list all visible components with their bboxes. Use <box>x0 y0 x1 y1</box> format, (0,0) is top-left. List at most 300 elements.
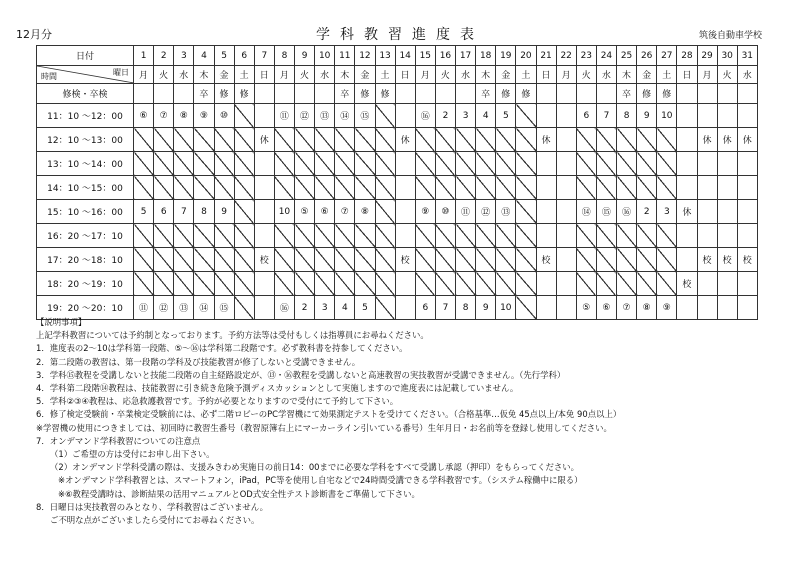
lesson-cell: 10 <box>657 104 677 128</box>
time-slot-label: 16：20 ～17：10 <box>37 224 134 248</box>
lesson-cell: 3 <box>657 200 677 224</box>
unavailable-slot <box>154 272 174 296</box>
weekday-cell: 金 <box>214 66 234 84</box>
unavailable-slot <box>335 176 355 200</box>
holiday-cell <box>254 224 274 248</box>
unavailable-slot <box>576 152 596 176</box>
school-name: 筑後自動車学校 <box>698 31 762 41</box>
date-cell: 9 <box>295 46 315 66</box>
unavailable-slot <box>174 176 194 200</box>
review-cell <box>415 84 435 104</box>
note-line: 6．修了検定受験前・卒業検定受験前には、必ず二階ロビーのPC学習機にて効果測定テストを受けてください。（合格基準…仮免 45点以上/本免 90点以上） <box>36 409 622 420</box>
holiday-cell: 休 <box>677 200 697 224</box>
holiday-cell: 休 <box>536 128 556 152</box>
holiday-cell <box>697 104 717 128</box>
lesson-cell: 5 <box>134 200 154 224</box>
lesson-cell: ⑨ <box>194 104 214 128</box>
unavailable-slot <box>617 224 637 248</box>
holiday-cell <box>254 272 274 296</box>
holiday-cell <box>717 200 737 224</box>
weekday-cell: 土 <box>516 66 536 84</box>
holiday-cell <box>717 224 737 248</box>
date-cell: 4 <box>194 46 214 66</box>
unavailable-slot <box>637 248 657 272</box>
weekday-cell: 火 <box>154 66 174 84</box>
time-slot-label: 17：20 ～18：10 <box>37 248 134 272</box>
unavailable-slot <box>435 128 455 152</box>
unavailable-slot <box>355 224 375 248</box>
unavailable-slot <box>456 248 476 272</box>
unavailable-slot <box>154 176 174 200</box>
lesson-cell: ⑪ <box>134 296 154 320</box>
review-cell <box>274 84 294 104</box>
review-cell <box>697 84 717 104</box>
weekday-label: 曜日 <box>113 68 129 77</box>
unavailable-slot <box>496 128 516 152</box>
lesson-cell: ⑦ <box>154 104 174 128</box>
unavailable-slot <box>657 272 677 296</box>
unavailable-slot <box>174 128 194 152</box>
unavailable-slot <box>234 104 254 128</box>
unavailable-slot <box>234 128 254 152</box>
holiday-cell: 校 <box>697 248 717 272</box>
notes-section <box>36 316 776 527</box>
holiday-cell <box>677 152 697 176</box>
lesson-cell: 6 <box>415 296 435 320</box>
review-cell: 修 <box>234 84 254 104</box>
unavailable-slot <box>415 224 435 248</box>
date-cell: 10 <box>315 46 335 66</box>
note-line: ご不明な点がございましたら受付にてお尋ねください。 <box>50 515 260 526</box>
holiday-cell <box>737 152 757 176</box>
weekday-cell: 日 <box>677 66 697 84</box>
review-cell: 卒 <box>617 84 637 104</box>
lesson-cell: ⑨ <box>415 200 435 224</box>
unavailable-slot <box>315 176 335 200</box>
weekday-cell: 土 <box>657 66 677 84</box>
unavailable-slot <box>315 128 335 152</box>
holiday-cell <box>536 200 556 224</box>
unavailable-slot <box>596 128 616 152</box>
weekday-cell: 火 <box>435 66 455 84</box>
weekday-cell: 火 <box>295 66 315 84</box>
unavailable-slot <box>234 248 254 272</box>
unavailable-slot <box>295 224 315 248</box>
lesson-cell: ⑭ <box>576 200 596 224</box>
review-cell <box>576 84 596 104</box>
unavailable-slot <box>315 152 335 176</box>
date-cell: 31 <box>737 46 757 66</box>
lesson-cell: ⑧ <box>174 104 194 128</box>
review-cell: 修 <box>637 84 657 104</box>
page-title: 学科教習進度表 <box>316 27 484 43</box>
unavailable-slot <box>274 176 294 200</box>
review-cell <box>717 84 737 104</box>
unavailable-slot <box>415 152 435 176</box>
weekday-cell: 金 <box>355 66 375 84</box>
notes-heading: 【説明事項】 <box>36 317 87 327</box>
unavailable-slot <box>194 128 214 152</box>
unavailable-slot <box>194 152 214 176</box>
review-cell <box>536 84 556 104</box>
lesson-cell: ⑤ <box>576 296 596 320</box>
lesson-cell: ⑥ <box>596 296 616 320</box>
unavailable-slot <box>456 272 476 296</box>
note-line: （1）ご希望の方は受付にお申し出下さい。 <box>50 449 215 460</box>
time-slot-label: 11：10 ～12：00 <box>37 104 134 128</box>
review-cell: 卒 <box>476 84 496 104</box>
weekday-cell: 水 <box>456 66 476 84</box>
unavailable-slot <box>435 152 455 176</box>
holiday-cell <box>697 224 717 248</box>
lesson-cell: 2 <box>637 200 657 224</box>
unavailable-slot <box>576 176 596 200</box>
unavailable-slot <box>194 248 214 272</box>
lesson-cell: ⑪ <box>274 104 294 128</box>
date-cell: 3 <box>174 46 194 66</box>
unavailable-slot <box>295 248 315 272</box>
weekday-cell: 金 <box>496 66 516 84</box>
date-cell: 12 <box>355 46 375 66</box>
unavailable-slot <box>476 272 496 296</box>
unavailable-slot <box>435 176 455 200</box>
unavailable-slot <box>375 248 395 272</box>
unavailable-slot <box>134 128 154 152</box>
unavailable-slot <box>576 272 596 296</box>
date-cell: 7 <box>254 46 274 66</box>
holiday-cell <box>536 176 556 200</box>
review-cell <box>596 84 616 104</box>
holiday-cell <box>677 248 697 272</box>
unavailable-slot <box>295 128 315 152</box>
holiday-cell <box>737 200 757 224</box>
review-cell <box>315 84 335 104</box>
unavailable-slot <box>234 200 254 224</box>
unavailable-slot <box>596 152 616 176</box>
unavailable-slot <box>617 272 637 296</box>
weekday-cell: 水 <box>174 66 194 84</box>
lesson-cell: 7 <box>596 104 616 128</box>
lesson-cell: 8 <box>617 104 637 128</box>
unavailable-slot <box>476 152 496 176</box>
unavailable-slot <box>315 224 335 248</box>
unavailable-slot <box>516 104 536 128</box>
holiday-cell: 校 <box>254 248 274 272</box>
lesson-cell: 3 <box>456 104 476 128</box>
lesson-cell: 10 <box>496 296 516 320</box>
unavailable-slot <box>335 152 355 176</box>
lesson-cell: ⑬ <box>315 104 335 128</box>
schedule-table <box>36 45 758 320</box>
holiday-cell <box>536 272 556 296</box>
lesson-cell: 5 <box>355 296 375 320</box>
date-cell: 1 <box>134 46 154 66</box>
lesson-cell: ⑯ <box>274 296 294 320</box>
lesson-cell: ⑮ <box>355 104 375 128</box>
lesson-cell: ⑬ <box>174 296 194 320</box>
lesson-cell: ⑨ <box>657 296 677 320</box>
lesson-cell: 2 <box>435 104 455 128</box>
weekday-cell: 月 <box>697 66 717 84</box>
unavailable-slot <box>476 176 496 200</box>
lesson-cell: ⑪ <box>456 200 476 224</box>
unavailable-slot <box>154 224 174 248</box>
weekday-cell: 土 <box>234 66 254 84</box>
unavailable-slot <box>617 128 637 152</box>
unavailable-slot <box>234 152 254 176</box>
date-cell: 8 <box>274 46 294 66</box>
holiday-cell <box>677 104 697 128</box>
unavailable-slot <box>154 128 174 152</box>
weekday-cell: 日 <box>536 66 556 84</box>
holiday-cell <box>395 104 415 128</box>
unavailable-slot <box>194 272 214 296</box>
lesson-cell: ⑦ <box>335 200 355 224</box>
holiday-cell: 校 <box>717 248 737 272</box>
lesson-cell: ⑯ <box>415 104 435 128</box>
unavailable-slot <box>295 272 315 296</box>
lesson-cell: ⑮ <box>596 200 616 224</box>
unavailable-slot <box>274 152 294 176</box>
note-line: ※学習機の使用につきましては、初回時に教習生番号（教習原簿右上にマーカーライン引いている番号）生年月日・お名前等を登録し使用してください。 <box>36 422 612 433</box>
holiday-cell <box>395 224 415 248</box>
date-cell: 17 <box>456 46 476 66</box>
weekday-cell: 木 <box>617 66 637 84</box>
date-cell: 28 <box>677 46 697 66</box>
unavailable-slot <box>154 248 174 272</box>
holiday-cell <box>737 176 757 200</box>
review-cell: 修 <box>355 84 375 104</box>
month-label: 12月分 <box>16 28 52 41</box>
review-cell <box>174 84 194 104</box>
lesson-cell: 5 <box>496 104 516 128</box>
lesson-cell: 10 <box>274 200 294 224</box>
holiday-cell <box>254 200 274 224</box>
review-cell <box>737 84 757 104</box>
unavailable-slot <box>134 152 154 176</box>
holiday-cell <box>395 176 415 200</box>
unavailable-slot <box>476 128 496 152</box>
holiday-cell <box>677 128 697 152</box>
holiday-cell <box>737 272 757 296</box>
unavailable-slot <box>657 128 677 152</box>
unavailable-slot <box>456 128 476 152</box>
holiday-cell: 休 <box>737 128 757 152</box>
unavailable-slot <box>596 248 616 272</box>
unavailable-slot <box>415 248 435 272</box>
review-cell: 修 <box>657 84 677 104</box>
unavailable-slot <box>576 224 596 248</box>
unavailable-slot <box>134 224 154 248</box>
unavailable-slot <box>657 248 677 272</box>
review-cell: 修 <box>214 84 234 104</box>
date-cell: 6 <box>234 46 254 66</box>
lesson-cell <box>556 248 576 272</box>
time-slot-label: 12：10 ～13：00 <box>37 128 134 152</box>
unavailable-slot <box>456 176 476 200</box>
unavailable-slot <box>516 176 536 200</box>
weekday-cell: 日 <box>395 66 415 84</box>
unavailable-slot <box>214 272 234 296</box>
unavailable-slot <box>315 248 335 272</box>
unavailable-slot <box>214 152 234 176</box>
unavailable-slot <box>476 224 496 248</box>
review-cell: 卒 <box>194 84 214 104</box>
lesson-cell <box>556 176 576 200</box>
lesson-cell: 9 <box>476 296 496 320</box>
holiday-cell <box>737 224 757 248</box>
unavailable-slot <box>516 224 536 248</box>
holiday-cell <box>395 200 415 224</box>
date-cell: 16 <box>435 46 455 66</box>
weekday-cell: 金 <box>637 66 657 84</box>
weekday-cell: 水 <box>596 66 616 84</box>
unavailable-slot <box>355 128 375 152</box>
time-slot-label: 13：10 ～14：00 <box>37 152 134 176</box>
lesson-cell: ⑥ <box>315 200 335 224</box>
lesson-cell: 3 <box>315 296 335 320</box>
unavailable-slot <box>174 272 194 296</box>
unavailable-slot <box>274 224 294 248</box>
unavailable-slot <box>335 248 355 272</box>
unavailable-slot <box>576 248 596 272</box>
note-line: 2．第二段階の教習は、第一段階の学科及び技能教習が修了しないと受講できません。 <box>36 356 361 367</box>
unavailable-slot <box>516 128 536 152</box>
unavailable-slot <box>637 128 657 152</box>
lesson-cell: ⑯ <box>617 200 637 224</box>
unavailable-slot <box>496 176 516 200</box>
holiday-cell <box>697 152 717 176</box>
unavailable-slot <box>596 176 616 200</box>
weekday-cell: 日 <box>254 66 274 84</box>
note-line: 上記学科教習については予約制となっております。予約方法等は受付もしくは指導員にお尋ねください。 <box>36 330 429 341</box>
lesson-cell: ⑥ <box>134 104 154 128</box>
holiday-cell <box>254 176 274 200</box>
unavailable-slot <box>375 128 395 152</box>
unavailable-slot <box>496 248 516 272</box>
unavailable-slot <box>375 152 395 176</box>
date-cell: 26 <box>637 46 657 66</box>
time-slot-label: 18：20 ～19：10 <box>37 272 134 296</box>
date-cell: 11 <box>335 46 355 66</box>
weekday-cell: 土 <box>375 66 395 84</box>
weekday-cell: 月 <box>415 66 435 84</box>
holiday-cell <box>697 272 717 296</box>
weekday-cell: 水 <box>737 66 757 84</box>
unavailable-slot <box>637 176 657 200</box>
unavailable-slot <box>375 200 395 224</box>
unavailable-slot <box>154 152 174 176</box>
date-cell: 13 <box>375 46 395 66</box>
unavailable-slot <box>335 224 355 248</box>
unavailable-slot <box>315 272 335 296</box>
unavailable-slot <box>516 152 536 176</box>
date-cell: 23 <box>576 46 596 66</box>
holiday-cell <box>254 104 274 128</box>
page-header <box>0 0 800 43</box>
review-cell <box>254 84 274 104</box>
unavailable-slot <box>134 272 154 296</box>
review-cell <box>395 84 415 104</box>
unavailable-slot <box>657 224 677 248</box>
time-label: 時間 <box>41 72 57 81</box>
unavailable-slot <box>174 224 194 248</box>
holiday-cell <box>697 200 717 224</box>
unavailable-slot <box>134 248 154 272</box>
lesson-cell: 4 <box>476 104 496 128</box>
unavailable-slot <box>657 176 677 200</box>
lesson-cell: 7 <box>435 296 455 320</box>
lesson-cell: ⑬ <box>496 200 516 224</box>
review-cell: 卒 <box>335 84 355 104</box>
unavailable-slot <box>415 128 435 152</box>
unavailable-slot <box>576 128 596 152</box>
lesson-cell: ⑮ <box>214 296 234 320</box>
unavailable-slot <box>435 248 455 272</box>
lesson-cell: ⑫ <box>154 296 174 320</box>
date-cell: 24 <box>596 46 616 66</box>
unavailable-slot <box>174 248 194 272</box>
lesson-cell: ⑦ <box>617 296 637 320</box>
holiday-cell: 校 <box>677 272 697 296</box>
lesson-cell <box>556 272 576 296</box>
lesson-cell: 9 <box>637 104 657 128</box>
unavailable-slot <box>617 152 637 176</box>
lesson-cell: 2 <box>295 296 315 320</box>
lesson-cell: 4 <box>335 296 355 320</box>
lesson-cell: ⑫ <box>295 104 315 128</box>
note-line: 1．進度表の2～10は学科第一段階、⑤～⑯は学科第二段階です。必ず教科書を持参してください。 <box>36 343 408 354</box>
time-slot-label: 14：10 ～15：00 <box>37 176 134 200</box>
date-cell: 15 <box>415 46 435 66</box>
lesson-cell <box>556 152 576 176</box>
unavailable-slot <box>355 248 375 272</box>
holiday-cell <box>395 272 415 296</box>
unavailable-slot <box>435 224 455 248</box>
lesson-cell <box>556 224 576 248</box>
holiday-cell <box>536 152 556 176</box>
unavailable-slot <box>415 176 435 200</box>
unavailable-slot <box>274 272 294 296</box>
holiday-cell <box>536 104 556 128</box>
date-cell: 2 <box>154 46 174 66</box>
unavailable-slot <box>274 248 294 272</box>
holiday-cell <box>737 104 757 128</box>
holiday-cell <box>717 104 737 128</box>
review-cell: 修 <box>516 84 536 104</box>
date-cell: 22 <box>556 46 576 66</box>
unavailable-slot <box>194 176 214 200</box>
date-cell: 20 <box>516 46 536 66</box>
note-line: ※オンデマンド学科教習とは、スマートフォン，iPad，PC等を使用し自宅などで24時間受講できる学科教習です。（システム稼働中に限る） <box>58 475 583 486</box>
note-line: ※⑥教程受講時は、診断結果の活用マニュアルとOD式安全性テスト診断書をご準備して下さい。 <box>58 488 420 499</box>
weekday-cell: 木 <box>335 66 355 84</box>
time-slot-label: 19：20 ～20：10 <box>37 296 134 320</box>
unavailable-slot <box>456 224 476 248</box>
unavailable-slot <box>617 176 637 200</box>
holiday-cell: 校 <box>395 248 415 272</box>
holiday-cell <box>677 224 697 248</box>
note-line: 8．日曜日は実技教習のみとなり、学科教習はございません。 <box>36 501 268 512</box>
lesson-cell <box>556 128 576 152</box>
unavailable-slot <box>134 176 154 200</box>
holiday-cell <box>697 176 717 200</box>
weekday-cell: 月 <box>134 66 154 84</box>
lesson-cell: ⑧ <box>355 200 375 224</box>
lesson-cell: 9 <box>214 200 234 224</box>
unavailable-slot <box>516 248 536 272</box>
unavailable-slot <box>174 152 194 176</box>
